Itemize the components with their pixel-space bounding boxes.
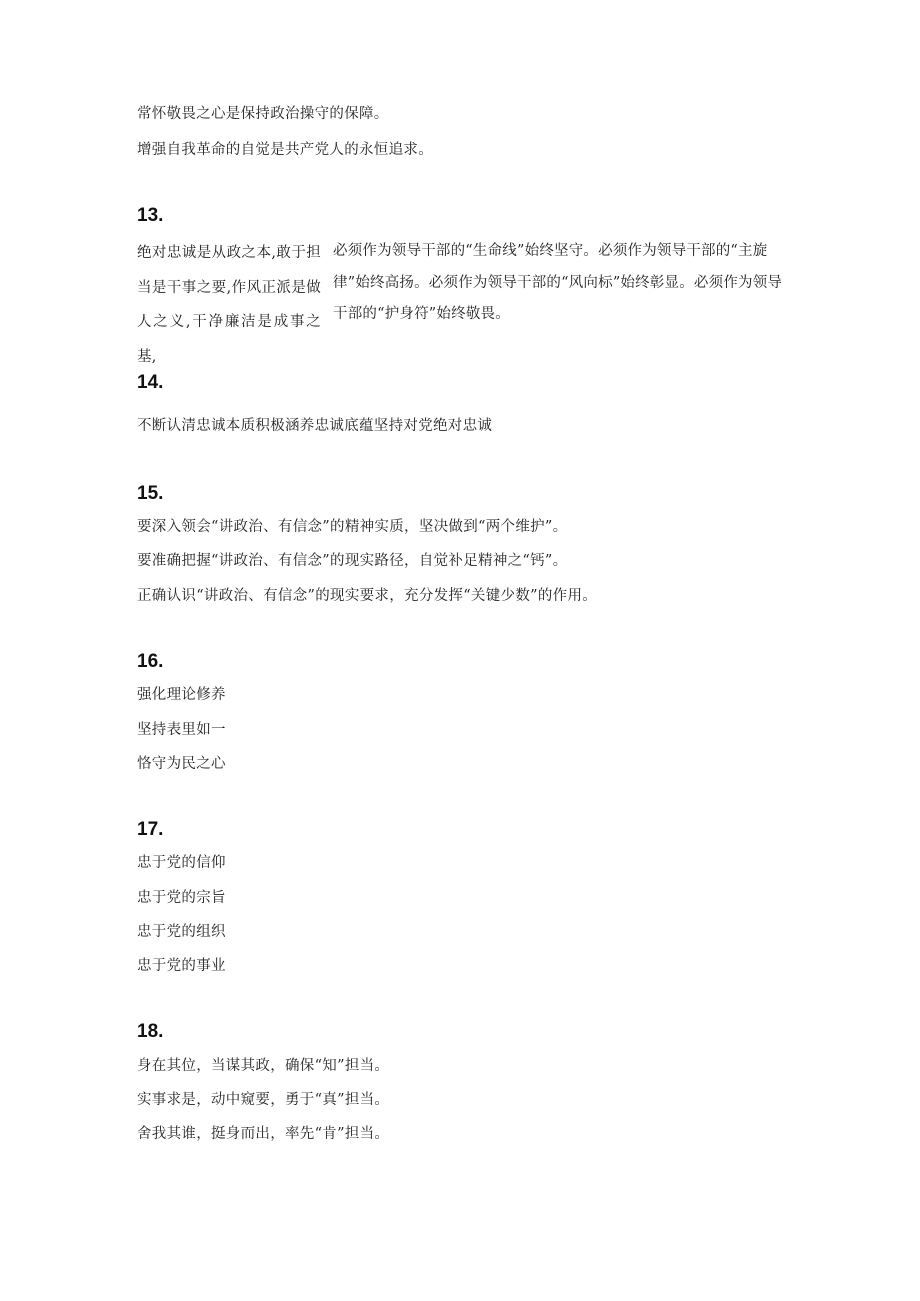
section-number-13: 13. xyxy=(137,205,164,226)
section-17-line-4: 忠于党的事业 xyxy=(137,958,226,974)
intro-line-1: 常怀敬畏之心是保持政治操守的保障。 xyxy=(137,106,389,122)
section-16-line-1: 强化理论修养 xyxy=(137,687,226,703)
section-15-line-1: 要深入领会“讲政治、有信念”的精神实质，坚决做到“两个维护”。 xyxy=(137,519,568,535)
section-14-line-1: 不断认清忠诚本质积极涵养忠诚底蕴坚持对党绝对忠诚 xyxy=(137,418,493,434)
section-18-line-3: 舍我其谁，挺身而出，率先“肯”担当。 xyxy=(137,1126,390,1142)
section-15-line-2: 要准确把握“讲政治、有信念”的现实路径，自觉补足精神之“钙”。 xyxy=(137,553,568,569)
section-16-line-2: 坚持表里如一 xyxy=(137,722,226,738)
section-18-line-1: 身在其位，当谋其政，确保“知”担当。 xyxy=(137,1058,390,1074)
section-17-line-2: 忠于党的宗旨 xyxy=(137,890,226,906)
section-number-15: 15. xyxy=(137,483,164,504)
section-13-right-column: 必须作为领导干部的“生命线”始终坚守。必须作为领导干部的“主旋律”始终高扬。必须作为领导干部的“风向标”始终彰显。必须作为领导干部的“护身符”始终敬畏。 xyxy=(333,243,783,322)
section-18-line-2: 实事求是，动中窥要，勇于“真”担当。 xyxy=(137,1092,390,1108)
section-17-line-1: 忠于党的信仰 xyxy=(137,855,226,871)
section-number-14: 14. xyxy=(137,372,164,393)
intro-line-2: 增强自我革命的自觉是共产党人的永恒追求。 xyxy=(137,142,433,158)
section-number-17: 17. xyxy=(137,819,164,840)
section-number-16: 16. xyxy=(137,651,164,672)
section-13-left-column: 绝对忠诚是从政之本,敢于担当是干事之要,作风正派是做人之义,干净廉洁是成事之基, xyxy=(137,245,321,365)
section-number-18: 18. xyxy=(137,1021,164,1042)
section-15-line-3: 正确认识“讲政治、有信念”的现实要求，充分发挥“关键少数”的作用。 xyxy=(137,588,598,604)
section-17-line-3: 忠于党的组织 xyxy=(137,924,226,940)
section-16-line-3: 恪守为民之心 xyxy=(137,756,226,772)
